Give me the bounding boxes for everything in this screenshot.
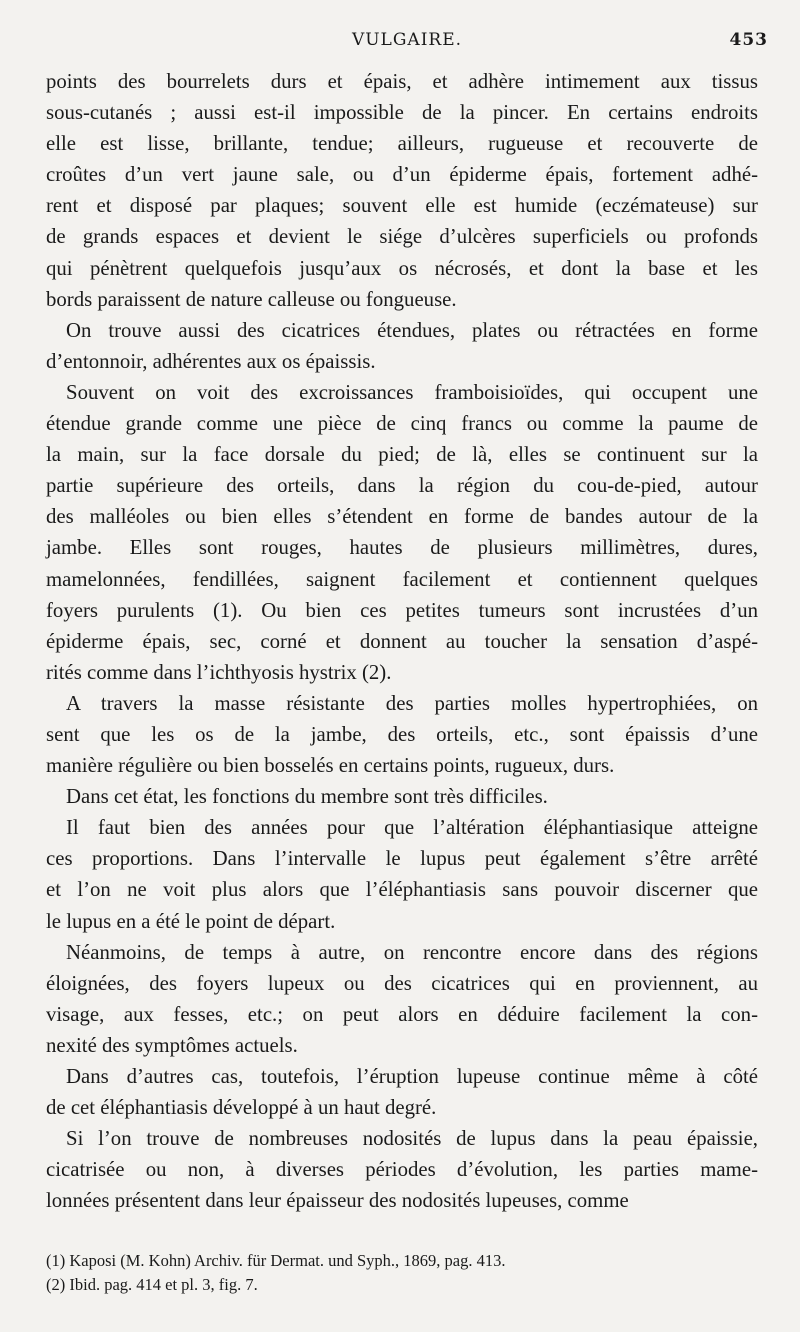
text-line: bords paraissent de nature calleuse ou fongueuse.: [46, 287, 457, 311]
page-header: [46, 30, 768, 60]
text-line: rent et disposé par plaques; souvent elle est humide (eczémateuse) sur: [46, 194, 758, 218]
text-line: ces proportions. Dans l’intervalle le lupus peut également s’être arrêté: [46, 847, 758, 871]
running-title: VULGAIRE.: [351, 30, 463, 50]
footnotes: [46, 1249, 758, 1297]
text-line: lonnées présentent dans leur épaisseur des nodosités lupeuses, comme: [46, 1189, 629, 1213]
text-line: de grands espaces et devient le siége d’ulcères superficiels ou profonds: [46, 225, 758, 249]
text-line: partie supérieure des orteils, dans la région du cou-de-pied, autour: [46, 474, 758, 498]
text-line: croûtes d’un vert jaune sale, ou d’un épiderme épais, fortement adhé-: [46, 163, 758, 187]
text-line: Dans cet état, les fonctions du membre sont très difficiles.: [66, 785, 548, 809]
text-line: sous-cutanés ; aussi est-il impossible de la pincer. En certains endroits: [46, 101, 758, 125]
text-line: Il faut bien des années pour que l’altération éléphantiasique atteigne: [66, 816, 758, 840]
text-line: Souvent on voit des excroissances framboisioïdes, qui occupent une: [66, 380, 758, 404]
text-line: des malléoles ou bien elles s’étendent en forme de bandes autour de la: [46, 505, 758, 529]
text-line: elle est lisse, brillante, tendue; ailleurs, rugueuse et recouverte de: [46, 132, 758, 156]
text-line: qui pénètrent quelquefois jusqu’aux os nécrosés, et dont la base et les: [46, 256, 758, 280]
text-line: points des bourrelets durs et épais, et adhère intimement aux tissus: [46, 70, 758, 93]
body-text: [46, 66, 758, 1216]
text-line: épiderme épais, sec, corné et donnent au toucher la sensation d’aspé-: [46, 629, 758, 653]
text-line: sent que les os de la jambe, des orteils, etc., sont épaissis d’une: [46, 722, 758, 746]
page-number: 453: [729, 30, 768, 50]
text-line: le lupus en a été le point de départ.: [46, 909, 336, 933]
text-line: A travers la masse résistante des parties molles hypertrophiées, on: [66, 691, 758, 715]
text-line: visage, aux fesses, etc.; on peut alors en déduire facilement la con-: [46, 1002, 758, 1026]
text-line: On trouve aussi des cicatrices étendues, plates ou rétractées en forme: [66, 318, 758, 342]
text-line: jambe. Elles sont rouges, hautes de plusieurs millimètres, dures,: [46, 536, 758, 560]
text-line: manière régulière ou bien bosselés en certains points, rugueux, durs.: [46, 754, 615, 778]
text-line: étendue grande comme une pièce de cinq francs ou comme la paume de: [46, 412, 758, 436]
text-line: Néanmoins, de temps à autre, on rencontre encore dans des régions: [66, 940, 758, 964]
text-line: nexité des symptômes actuels.: [46, 1033, 298, 1057]
footnote: (2) Ibid. pag. 414 et pl. 3, fig. 7.: [46, 1275, 258, 1294]
text-line: Dans d’autres cas, toutefois, l’éruption lupeuse continue même à côté: [66, 1065, 758, 1088]
footnote: (1) Kaposi (M. Kohn) Archiv. für Dermat. und Syph., 1869, pag. 413.: [46, 1251, 506, 1270]
text-line: de cet éléphantiasis développé à un haut degré.: [46, 1096, 437, 1120]
text-line: cicatrisée ou non, à diverses périodes d’évolution, les parties mame-: [46, 1158, 758, 1182]
text-line: rités comme dans l’ichthyosis hystrix (2).: [46, 660, 392, 684]
text-line: mamelonnées, fendillées, saignent facilement et contiennent quelques: [46, 567, 758, 591]
text-line: éloignées, des foyers lupeux ou des cicatrices qui en proviennent, au: [46, 971, 758, 995]
text-line: d’entonnoir, adhérentes aux os épaissis.: [46, 349, 376, 373]
text-line: Si l’on trouve de nombreuses nodosités de lupus dans la peau épaissie,: [66, 1127, 758, 1151]
text-line: et l’on ne voit plus alors que l’éléphantiasis sans pouvoir discerner que: [46, 878, 758, 902]
text-line: foyers purulents (1). Ou bien ces petites tumeurs sont incrustées d’un: [46, 598, 758, 622]
text-line: la main, sur la face dorsale du pied; de là, elles se continuent sur la: [46, 443, 758, 467]
